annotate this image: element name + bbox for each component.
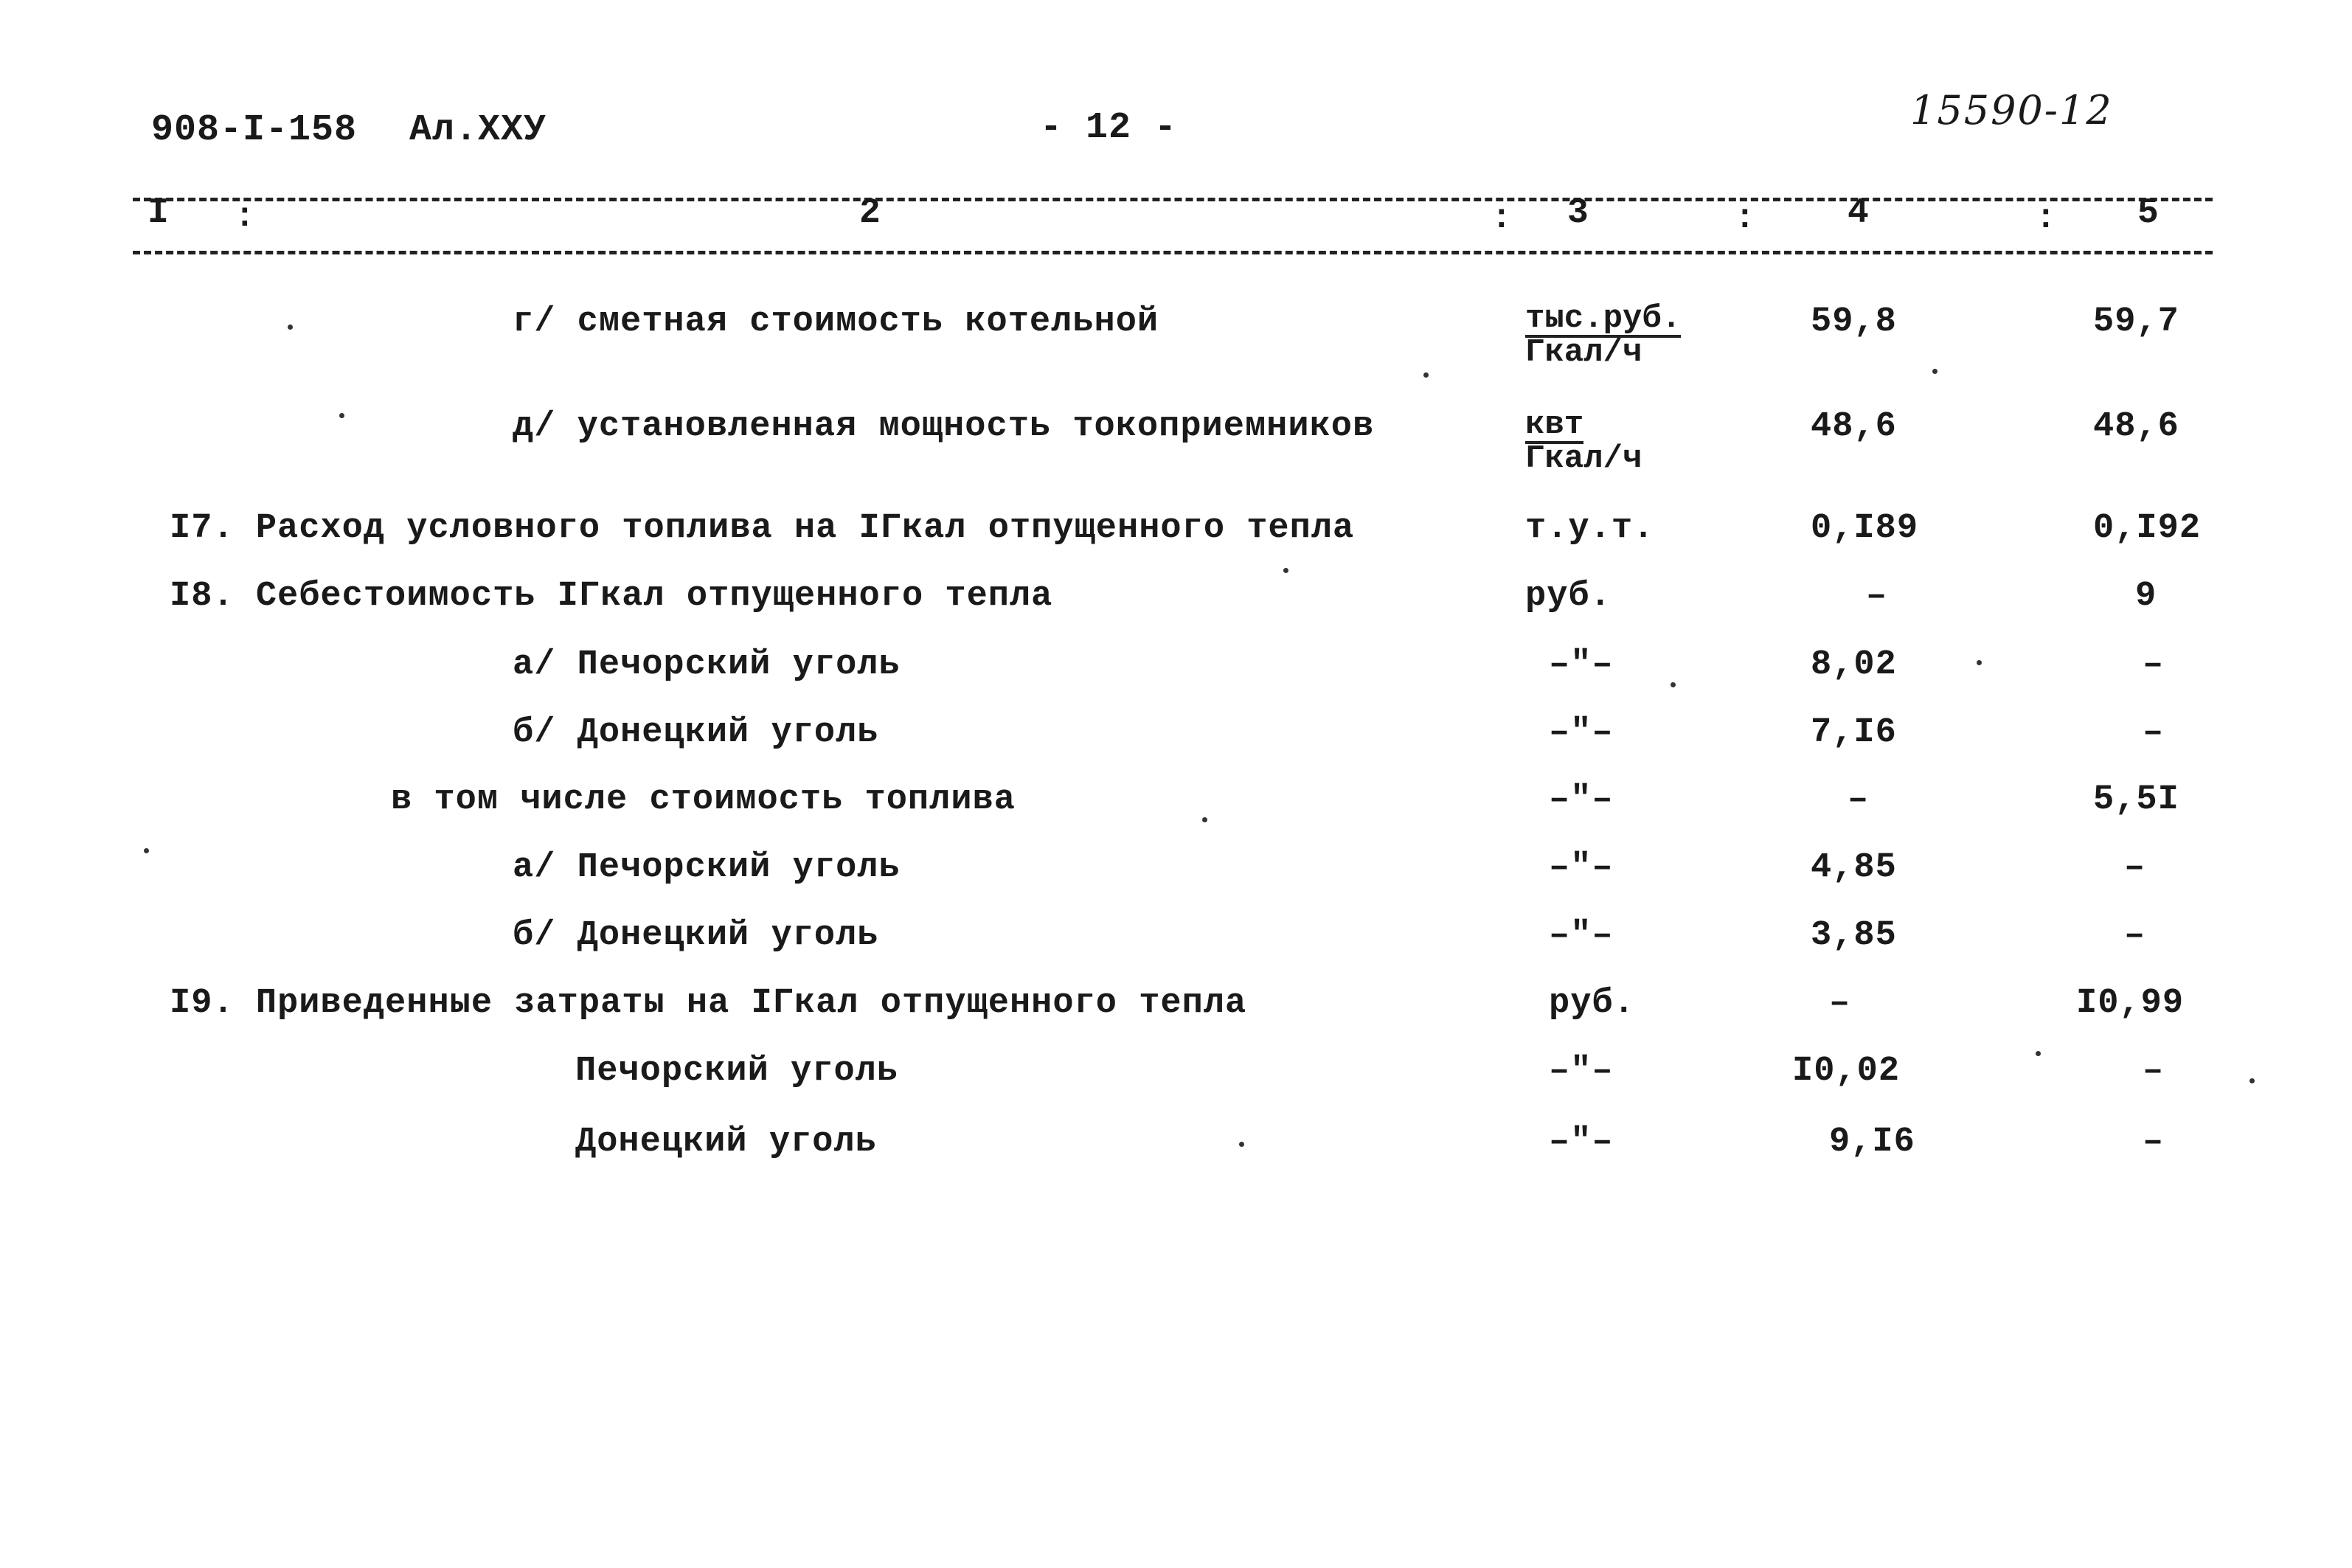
row-unit: –"– [1549,1123,1614,1162]
row-unit: т.у.т. [1525,509,1655,548]
row-value-col5: 48,6 [2093,407,2179,446]
row-unit: руб. [1549,984,1635,1023]
row-label: г/ сметная стоимость котельной [513,302,1159,341]
row-value-col5: 9 [2135,577,2157,616]
scan-speck [1977,660,1982,665]
row-value-col5: 5,5I [2093,780,2179,819]
row-unit: –"– [1549,848,1614,887]
row-value-col5: – [2124,916,2146,955]
column-separator: : [1491,199,1512,237]
row-value-col4: 9,I6 [1829,1123,1915,1162]
row-unit: руб. [1525,577,1612,616]
column-separator: : [2036,199,2056,237]
scan-speck [144,848,149,853]
row-value-col5: 59,7 [2093,302,2179,341]
column-number-2: 2 [859,193,881,233]
row-label: Печорский уголь [575,1052,899,1091]
row-value-col5: – [2143,1123,2165,1162]
row-unit-fraction [1525,406,1642,477]
scan-speck [1671,682,1676,687]
column-separator: : [1735,199,1755,237]
unit-numerator: тыс.руб. [1525,300,1682,337]
row-value-col5: – [2143,645,2165,684]
column-number-1: I [148,193,170,233]
row-value-col5: – [2124,848,2146,887]
row-value-col4: 8,02 [1811,645,1897,684]
unit-denominator: Гкал/ч [1525,334,1642,371]
row-unit: –"– [1549,780,1614,819]
scan-speck [1202,817,1207,822]
scan-speck [2036,1051,2041,1056]
row-label: д/ установленная мощность токоприемников [513,407,1375,446]
scan-speck [1932,369,1938,374]
row-value-col5: I0,99 [2076,984,2185,1023]
row-label: I7. Расход условного топлива на IГкал отпущенного тепла [170,509,1355,548]
scan-speck [1283,568,1288,573]
header-rule-top [133,198,2213,201]
row-value-col4: 4,85 [1811,848,1897,887]
row-label: I8. Себестоимость IГкал отпущенного тепла [170,577,1053,616]
scan-speck [288,325,293,330]
row-value-col5: 0,I92 [2093,509,2202,548]
scan-speck [1239,1142,1244,1147]
column-number-4: 4 [1848,193,1870,233]
row-unit: –"– [1549,916,1614,955]
page-number: - 12 - [1040,107,1178,149]
row-unit-fraction [1525,300,1682,371]
row-label: б/ Донецкий уголь [513,916,879,955]
row-unit: –"– [1549,645,1614,684]
unit-numerator: квт [1525,406,1584,443]
unit-denominator: Гкал/ч [1525,440,1642,477]
row-value-col5: – [2143,713,2165,752]
row-value-col4: – [1848,780,1870,819]
album-number: Ал.XXУ [409,109,547,151]
row-value-col4: I0,02 [1792,1052,1901,1091]
header-rule-bottom [133,251,2213,254]
column-separator: : [235,198,255,236]
row-value-col4: – [1866,577,1888,616]
row-label: Донецкий уголь [575,1123,877,1162]
row-label: а/ Печорский уголь [513,848,901,887]
scan-speck [2249,1078,2255,1083]
row-unit: –"– [1549,713,1614,752]
archive-number: 15590-12 [1910,87,2113,133]
column-number-3: 3 [1567,193,1589,233]
row-label: в том числе стоимость топлива [391,780,1016,819]
scan-speck [339,413,344,418]
row-value-col5: – [2143,1052,2165,1091]
column-number-5: 5 [2137,193,2160,233]
row-label: I9. Приведенные затраты на IГкал отпущенного тепла [170,984,1247,1023]
row-value-col4: 48,6 [1811,407,1897,446]
row-value-col4: 59,8 [1811,302,1897,341]
row-value-col4: 7,I6 [1811,713,1897,752]
document-code: 908-I-158 [151,109,358,151]
row-label: б/ Донецкий уголь [513,713,879,752]
row-unit: –"– [1549,1052,1614,1091]
scan-speck [1423,372,1429,378]
row-value-col4: 0,I89 [1811,509,1919,548]
row-value-col4: 3,85 [1811,916,1897,955]
row-value-col4: – [1829,984,1851,1023]
row-label: а/ Печорский уголь [513,645,901,684]
